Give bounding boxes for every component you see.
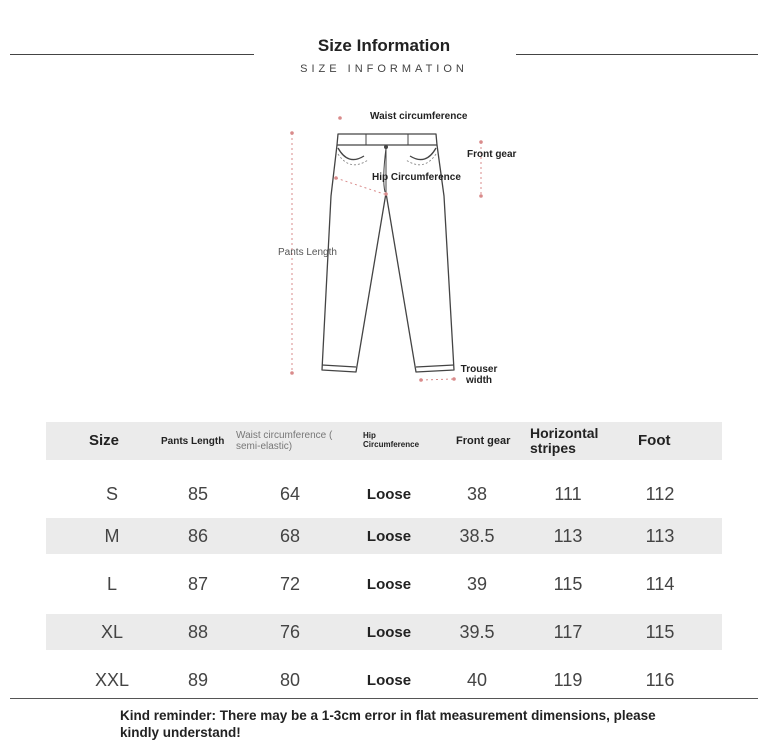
size-cell: XL bbox=[100, 621, 124, 642]
hip-label: Hip Circumference bbox=[372, 172, 461, 183]
waist-cell: 72 bbox=[279, 573, 301, 594]
table-row bbox=[46, 650, 722, 710]
page-subtitle: SIZE INFORMATION bbox=[300, 63, 468, 75]
horizontal-stripes-cell: 115 bbox=[553, 573, 583, 594]
pants-length-cell: 85 bbox=[187, 483, 209, 504]
table-header-row bbox=[46, 422, 722, 460]
pants-length-cell: 87 bbox=[187, 573, 209, 594]
table-row bbox=[46, 614, 722, 650]
horizontal-stripes-cell: 117 bbox=[553, 621, 583, 642]
col-header-front-gear: Front gear bbox=[456, 434, 511, 447]
waist-label: Waist circumference bbox=[370, 111, 468, 122]
foot-cell: 115 bbox=[645, 621, 675, 642]
hip-cell: Loose bbox=[366, 575, 412, 593]
size-cell: S bbox=[105, 483, 118, 504]
waist-cell: 64 bbox=[279, 483, 301, 504]
front-gear-cell: 38 bbox=[466, 483, 488, 504]
pants-length-label: Pants Length bbox=[278, 247, 337, 258]
trouser-width-line-2: width bbox=[465, 375, 493, 386]
hip-cell: Loose bbox=[366, 623, 412, 641]
col-header-waist: Waist circumference ( semi-elastic) bbox=[236, 430, 333, 452]
hip-cell: Loose bbox=[366, 671, 412, 689]
horizontal-stripes-cell: 119 bbox=[553, 669, 583, 690]
foot-cell: 114 bbox=[645, 573, 675, 594]
foot-cell: 113 bbox=[645, 525, 675, 546]
pants-length-cell: 89 bbox=[187, 669, 209, 690]
pants-diagram bbox=[240, 96, 536, 400]
front-gear-cell: 38.5 bbox=[459, 525, 495, 546]
pants-length-cell: 86 bbox=[187, 525, 209, 546]
col-header-foot: Foot bbox=[638, 431, 671, 449]
page-title: Size Information bbox=[317, 36, 451, 55]
hip-cell: Loose bbox=[366, 527, 412, 545]
kind-reminder: Kind reminder: There may be a 1-3cm error in flat measurement dimensions, please kindly understand! bbox=[120, 708, 656, 740]
size-cell: M bbox=[104, 525, 120, 546]
col-header-horizontal-stripes: Horizontal stripes bbox=[530, 424, 599, 456]
front-gear-label: Front gear bbox=[467, 149, 517, 160]
table-row bbox=[46, 470, 722, 518]
hip-cell: Loose bbox=[366, 485, 412, 503]
horizontal-stripes-cell: 113 bbox=[553, 525, 583, 546]
size-table bbox=[46, 422, 722, 710]
col-header-hip: Hip Circumference bbox=[363, 431, 420, 449]
size-cell: L bbox=[106, 573, 117, 594]
table-row bbox=[46, 518, 722, 554]
trouser-width-line-1: Trouser bbox=[460, 364, 498, 375]
horizontal-stripes-cell: 111 bbox=[554, 483, 582, 504]
pants-length-cell: 88 bbox=[187, 621, 209, 642]
waist-cell: 80 bbox=[279, 669, 301, 690]
foot-cell: 116 bbox=[645, 669, 675, 690]
col-header-size: Size bbox=[89, 431, 120, 449]
col-header-pants-length: Pants Length bbox=[161, 435, 225, 447]
front-gear-cell: 39 bbox=[466, 573, 488, 594]
front-gear-cell: 39.5 bbox=[459, 621, 495, 642]
trouser-width-label bbox=[456, 364, 502, 386]
button-icon bbox=[384, 145, 388, 149]
table-row bbox=[46, 554, 722, 614]
waist-cell: 76 bbox=[279, 621, 301, 642]
foot-cell: 112 bbox=[645, 483, 675, 504]
footer-rule bbox=[10, 698, 758, 699]
waist-cell: 68 bbox=[279, 525, 301, 546]
size-cell: XXL bbox=[94, 669, 130, 690]
front-gear-cell: 40 bbox=[466, 669, 488, 690]
